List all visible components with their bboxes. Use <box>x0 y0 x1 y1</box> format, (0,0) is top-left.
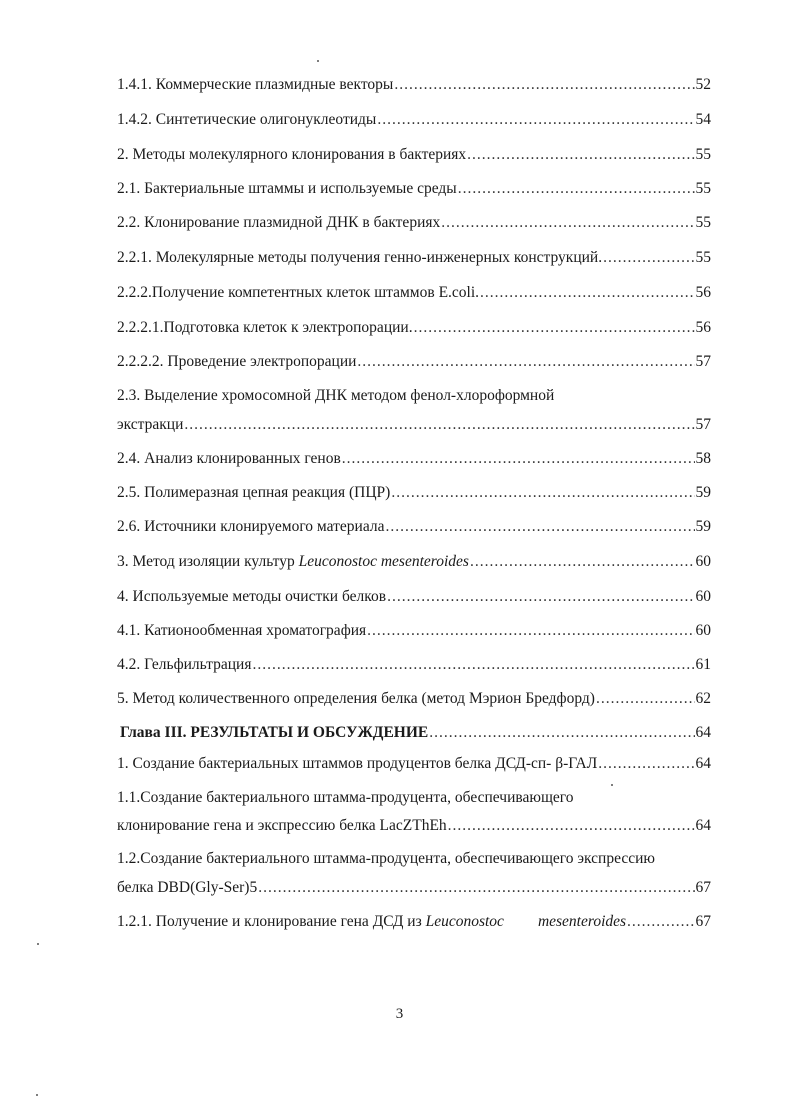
toc-entry-page: 52 <box>695 76 711 93</box>
toc-entry-title: 2.2. Клонирование плазмидной ДНК в бактериях <box>117 214 441 231</box>
toc-entry-page: 55 <box>695 146 711 163</box>
toc-entry-page: 55 <box>695 180 711 197</box>
toc-entry <box>117 553 711 571</box>
toc-entry <box>117 518 711 536</box>
toc-entry <box>117 249 711 267</box>
toc-entry-title-continued: белка DBD(Gly-Ser)5 <box>117 879 258 896</box>
toc-leader-dots <box>627 913 694 931</box>
toc-leader-dots <box>598 755 694 773</box>
toc-entry-title: Глава III. РЕЗУЛЬТАТЫ И ОБСУЖДЕНИЕ <box>120 724 429 741</box>
toc-leader-dots <box>480 284 694 302</box>
toc-entry <box>117 755 711 773</box>
toc-entry-title: 1.4.2. Синтетические олигонуклеотиды <box>117 111 377 128</box>
toc-entry <box>117 319 711 337</box>
toc-entry-page: 56 <box>695 319 711 336</box>
toc-leader-dots <box>467 146 694 164</box>
toc-entry <box>117 416 711 434</box>
toc-leader-dots <box>385 518 694 536</box>
toc-entry-page: 55 <box>695 214 711 231</box>
toc-chapter-heading <box>120 724 711 742</box>
toc-entry-page: 60 <box>695 622 711 639</box>
toc-entry-page: 67 <box>695 879 711 896</box>
toc-entry <box>117 879 711 897</box>
toc-entry-title: 2.2.2.1.Подготовка клеток к электропорации. <box>117 319 413 336</box>
toc-entry-title: 1.4.1. Коммерческие плазмидные векторы <box>117 76 394 93</box>
toc-entry-title: 2.2.1. Молекулярные методы получения генно-инженерных конструкций. <box>117 249 603 266</box>
toc-leader-dots <box>603 249 694 267</box>
toc-entry-title: 4. Используемые методы очистки белков <box>117 588 387 605</box>
toc-entry-page: 62 <box>695 690 711 707</box>
toc-entry-title-continued: клонирование гена и экспрессию белка LacZThEh <box>117 817 447 834</box>
toc-entry-title: 2.3. Выделение хромосомной ДНК методом фенол-хлороформной <box>117 387 555 404</box>
toc-leader-dots <box>414 319 695 337</box>
toc-entry-first-line <box>117 789 711 807</box>
toc-leader-dots <box>596 690 695 708</box>
toc-entry-page: 54 <box>695 111 711 128</box>
toc-entry-title <box>117 553 469 571</box>
toc-entry <box>117 180 711 198</box>
toc-leader-dots <box>342 450 695 468</box>
toc-entry-page: 67 <box>695 913 711 930</box>
toc-leader-dots <box>184 416 694 434</box>
toc-entry-page: 64 <box>695 817 711 834</box>
scan-speck <box>37 943 39 945</box>
toc-entry <box>117 622 711 640</box>
toc-entry-title-italic: Leuconostoc mesenteroides <box>298 553 469 570</box>
toc-entry <box>117 588 711 606</box>
toc-entry-title: 4.1. Катионообменная хроматография <box>117 622 367 639</box>
toc-entry-title-italic: mesenteroides <box>537 913 627 930</box>
toc-leader-dots <box>357 353 694 371</box>
toc-entry <box>117 146 711 164</box>
toc-entry-page: 59 <box>695 518 711 535</box>
toc-leader-dots <box>470 553 695 571</box>
toc-entry-title <box>117 913 626 931</box>
toc-entry <box>117 913 711 931</box>
toc-entry-title: 1.2.Создание бактериального штамма-продуцента, обеспечивающего экспрессию <box>117 850 655 867</box>
toc-leader-dots <box>429 724 694 742</box>
toc-entry-title-continued: экстракци <box>117 416 184 433</box>
toc-entry <box>117 484 711 502</box>
toc-entry-page: 56 <box>695 284 711 301</box>
toc-entry-page: 64 <box>695 755 711 772</box>
toc-leader-dots <box>377 111 694 129</box>
toc-entry-title: 2. Методы молекулярного клонирования в бактериях <box>117 146 467 163</box>
toc-entry-title-text: 3. Метод изоляции культур <box>117 553 295 570</box>
toc-entry-page: 61 <box>695 656 711 673</box>
toc-entry <box>117 76 711 94</box>
toc-entry-title: 2.6. Источники клонируемого материала <box>117 518 385 535</box>
scan-speck <box>611 784 613 786</box>
toc-entry-title: 2.1. Бактериальные штаммы и используемые среды <box>117 180 457 197</box>
toc-entry-title: 2.4. Анализ клонированных генов <box>117 450 341 467</box>
toc-entry-page: 58 <box>695 450 711 467</box>
toc-leader-dots <box>252 656 694 674</box>
toc-entry <box>117 690 711 708</box>
toc-entry <box>117 450 711 468</box>
toc-entry-first-line <box>117 387 711 405</box>
toc-entry-page: 60 <box>695 588 711 605</box>
toc-entry <box>117 214 711 232</box>
toc-entry-first-line <box>117 850 711 868</box>
toc-leader-dots <box>394 76 694 94</box>
toc-entry-page: 59 <box>695 484 711 501</box>
toc-leader-dots <box>441 214 694 232</box>
toc-entry-title-text: 1.2.1. Получение и клонирование гена ДСД из <box>117 913 422 930</box>
toc-entry-title: 4.2. Гельфильтрация <box>117 656 252 673</box>
toc-entry-page: 64 <box>695 724 711 741</box>
toc-leader-dots <box>448 817 695 835</box>
toc-entry-title: 2.2.2.Получение компетентных клеток штаммов E.coli. <box>117 284 480 301</box>
page-number: 3 <box>395 1006 404 1022</box>
toc-entry <box>117 111 711 129</box>
toc-entry-title: 5. Метод количественного определения белка (метод Мэрион Бредфорд) <box>117 690 595 707</box>
toc-entry-title: 1. Создание бактериальных штаммов продуцентов белка ДСД-сп- β-ГАЛ <box>117 755 598 772</box>
toc-entry-title: 1.1.Создание бактериального штамма-продуцента, обеспечивающего <box>117 789 574 806</box>
toc-entry-page: 60 <box>695 553 711 570</box>
toc-entry <box>117 817 711 835</box>
toc-leader-dots <box>258 879 694 897</box>
toc-leader-dots <box>391 484 694 502</box>
toc-entry-title: 2.2.2.2. Проведение электропорации <box>117 353 357 370</box>
scan-speck <box>36 1094 38 1096</box>
toc-entry-title: 2.5. Полимеразная цепная реакция (ПЦР) <box>117 484 391 501</box>
toc-leader-dots <box>387 588 694 606</box>
scan-speck <box>317 60 319 62</box>
toc-entry-title-italic: Leuconostoc <box>425 913 504 930</box>
toc-entry-page: 57 <box>695 416 711 433</box>
toc-leader-dots <box>458 180 695 198</box>
toc-entry <box>117 284 711 302</box>
toc-entry-page: 57 <box>695 353 711 370</box>
toc-entry <box>117 656 711 674</box>
toc-entry-page: 55 <box>695 249 711 266</box>
toc-leader-dots <box>367 622 694 640</box>
toc-entry <box>117 353 711 371</box>
